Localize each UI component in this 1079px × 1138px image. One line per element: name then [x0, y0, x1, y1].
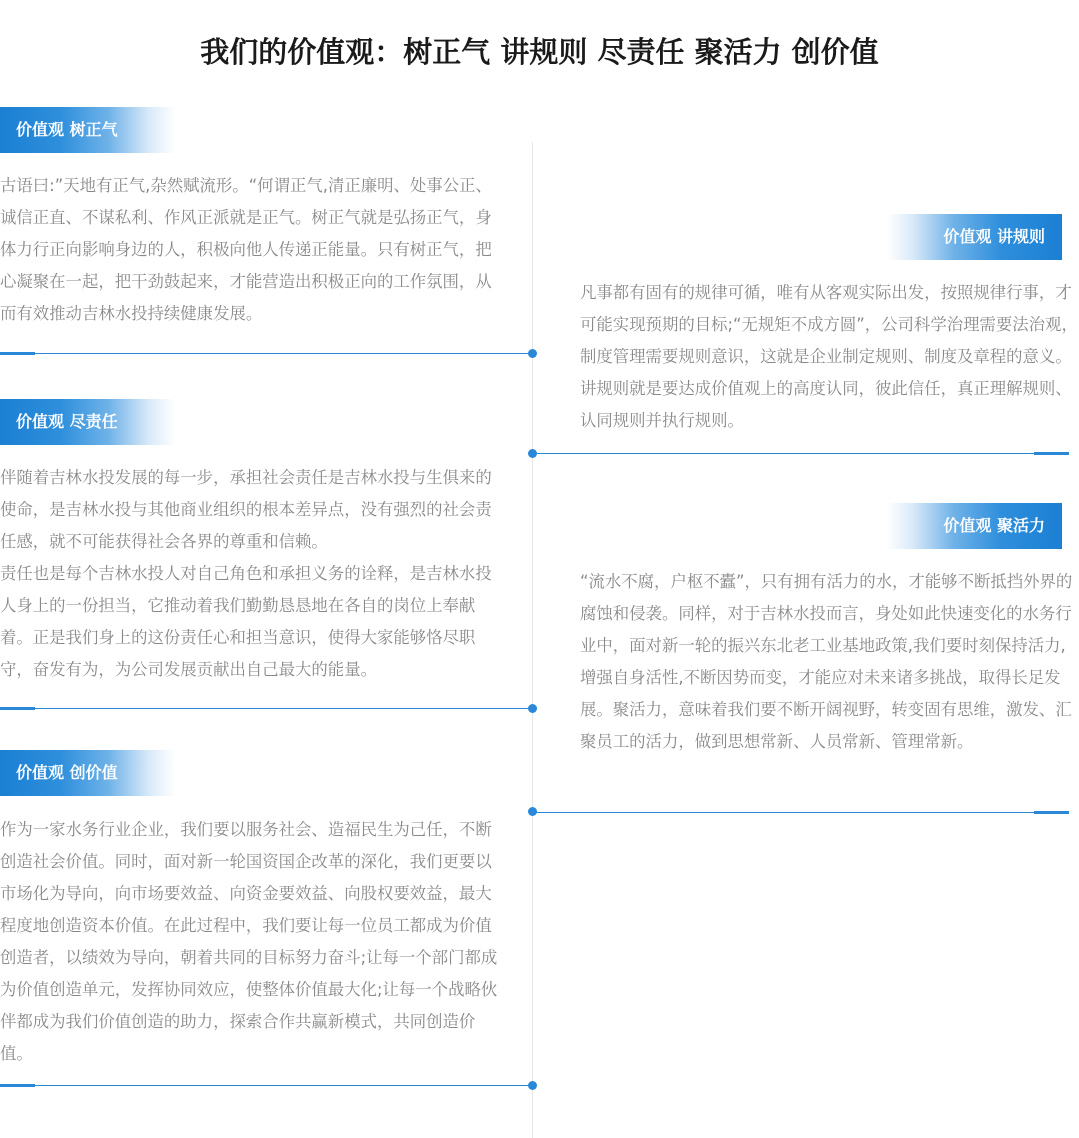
- timeline-dot-juhuoli: [528, 807, 537, 816]
- timeline-dot-shuzhengqi: [528, 349, 537, 358]
- tag-juhuoli: 价值观 聚活力: [887, 503, 1062, 549]
- divider-cap-chuangjiazhi: [0, 1084, 35, 1087]
- divider-chuangjiazhi: [0, 1085, 532, 1086]
- text-jinzeren-2: 责任也是每个吉林水投人对自己角色和承担义务的诠释，是吉林水投人身上的一份担当，它推动着我们勤勤恳恳地在各自的岗位上奉献着。正是我们身上的这份责任心和担当意识，使得大家能够恪尽职守，奋发有为，为公司发展贡献出自己最大的能量。: [0, 564, 492, 679]
- tag-chuangjiazhi: 价值观 创价值: [0, 750, 175, 796]
- tag-jinzeren: 价值观 尽责任: [0, 399, 175, 445]
- divider-cap-jinzeren: [0, 707, 35, 710]
- text-jinzeren-1: 伴随着吉林水投发展的每一步，承担社会责任是吉林水投与生俱来的使命，是吉林水投与其他商业组织的根本差异点，没有强烈的社会责任感，就不可能获得社会各界的尊重和信赖。: [0, 468, 492, 551]
- timeline-dot-jiangguize: [528, 449, 537, 458]
- page-title: 我们的价值观：树正气 讲规则 尽责任 聚活力 创价值: [200, 35, 879, 69]
- text-chuangjiazhi: 作为一家水务行业企业，我们要以服务社会、造福民生为己任，不断创造社会价值。同时，面对新一轮国资国企改革的深化，我们更要以市场化为导向，向市场要效益、向资金要效益、向股权要效益，最大程度地创造资本价值。在此过程中，我们要让每一位员工都成为价值创造者，以绩效为导向，朝着共同的目标努力奋斗;让每一个部门都成为价值创造单元，发挥协同效应，使整体价值最大化;让每一个战略伙伴都成为我们价值创造的助力，探索合作共赢新模式，共同创造价值。: [0, 820, 498, 1063]
- divider-jinzeren: [0, 708, 532, 709]
- divider-cap-jiangguize: [1034, 452, 1069, 455]
- divider-juhuoli: [532, 812, 1069, 813]
- text-shuzhengqi: 古语曰:”天地有正气,杂然赋流形。“何谓正气,清正廉明、处事公正、诚信正直、不谋私利、作风正派就是正气。树正气就是弘扬正气，身体力行正向影响身边的人，积极向他人传递正能量。只有树正气，把心凝聚在一起，把干劲鼓起来，才能营造出积极正向的工作氛围，从而有效推动吉林水投持续健康发展。: [0, 176, 492, 323]
- divider-cap-shuzhengqi: [0, 352, 35, 355]
- timeline-dot-chuangjiazhi: [528, 1081, 537, 1090]
- divider-jiangguize: [532, 453, 1069, 454]
- tag-shuzhengqi: 价值观 树正气: [0, 107, 175, 153]
- timeline-dot-jinzeren: [528, 704, 537, 713]
- divider-cap-juhuoli: [1034, 811, 1069, 814]
- text-jiangguize: 凡事都有固有的规律可循，唯有从客观实际出发，按照规律行事，才可能实现预期的目标;“无规矩不成方圆”，公司科学治理需要法治观，制度管理需要规则意识，这就是企业制定规则、制度及章程的意义。讲规则就是要达成价值观上的高度认同，彼此信任，真正理解规则、认同规则并执行规则。: [580, 283, 1078, 430]
- text-juhuoli: “流水不腐，户枢不蠹”，只有拥有活力的水，才能够不断抵挡外界的腐蚀和侵袭。同样，对于吉林水投而言，身处如此快速变化的水务行业中，面对新一轮的振兴东北老工业基地政策,我们要时刻保持活力,增强自身活性,不断因势而变，才能应对未来诸多挑战，取得长足发展。聚活力，意味着我们要不断开阔视野，转变固有思维，激发、汇聚员工的活力，做到思想常新、人员常新、管理常新。: [580, 572, 1073, 751]
- divider-shuzhengqi: [0, 353, 532, 354]
- timeline-axis: [532, 142, 533, 1138]
- tag-jiangguize: 价值观 讲规则: [887, 214, 1062, 260]
